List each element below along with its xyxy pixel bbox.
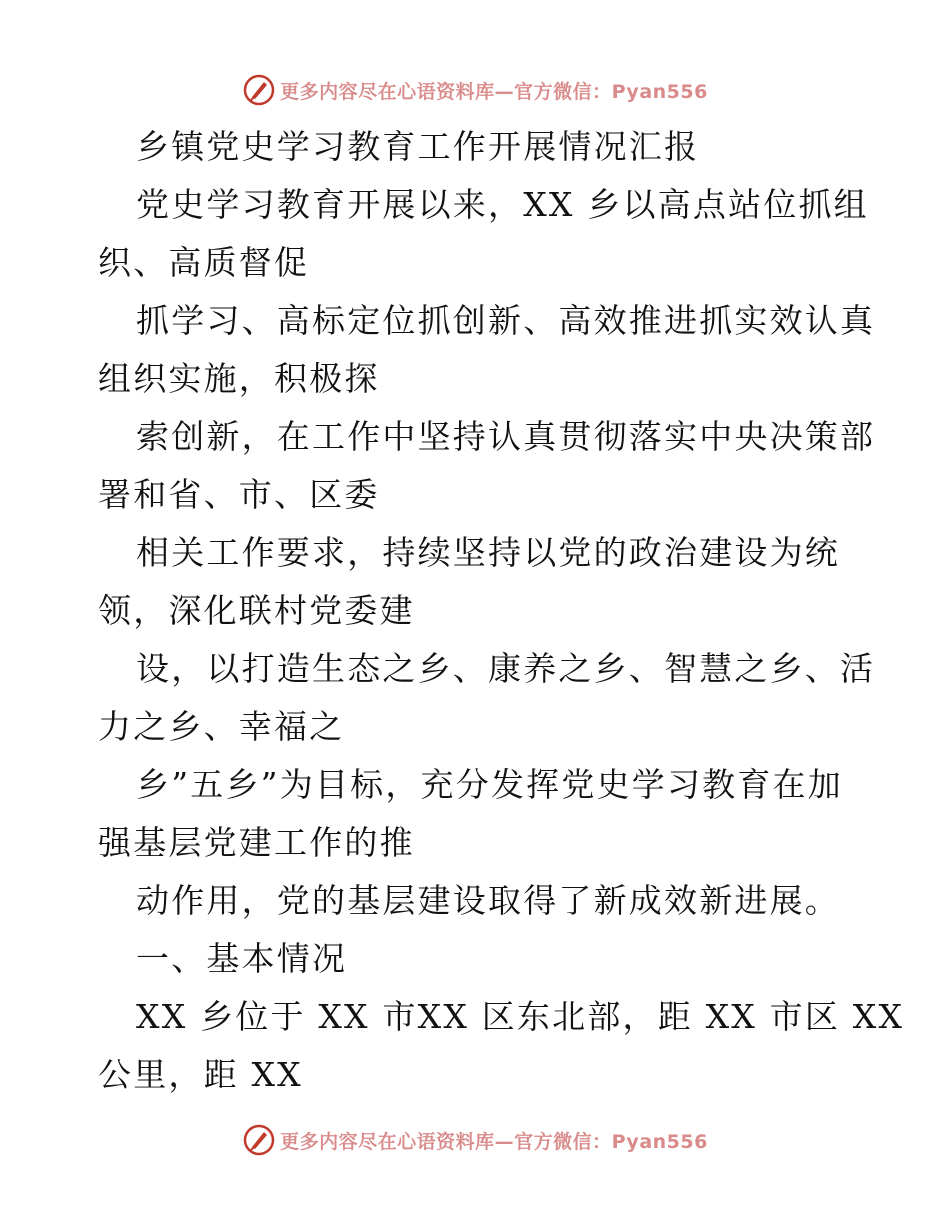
watermark-text: 更多内容尽在心语资料库—官方微信：Pyan556 bbox=[280, 80, 708, 103]
document-line: 力之乡、幸福之 bbox=[98, 707, 345, 746]
footer-watermark-banner bbox=[0, 1120, 950, 1160]
document-line: 署和省、市、区委 bbox=[98, 475, 380, 514]
document-line: 织、高质督促 bbox=[98, 243, 310, 282]
document-line: 乡”五乡”为目标，充分发挥党史学习教育在加 bbox=[136, 765, 843, 804]
header-watermark-banner bbox=[0, 70, 950, 110]
quill-pen-logo-icon bbox=[242, 73, 276, 107]
document-line: 动作用，党的基层建设取得了新成效新进展。 bbox=[136, 881, 840, 920]
document-line: 抓学习、高标定位抓创新、高效推进抓实效认真 bbox=[136, 301, 876, 340]
document-line: 领，深化联村党委建 bbox=[98, 591, 415, 630]
document-line: 索创新，在工作中坚持认真贯彻落实中央决策部 bbox=[136, 417, 876, 456]
document-line: 公里，距 XX bbox=[98, 1055, 303, 1094]
watermark-text: 更多内容尽在心语资料库—官方微信：Pyan556 bbox=[280, 1130, 708, 1153]
document-line: 党史学习教育开展以来，XX 乡以高点站位抓组 bbox=[136, 185, 869, 224]
document-line: XX 乡位于 XX 市XX 区东北部，距 XX 市区 XX bbox=[136, 997, 905, 1036]
document-line: 一、基本情况 bbox=[136, 939, 348, 978]
document-body bbox=[98, 118, 905, 1104]
document-line: 组织实施，积极探 bbox=[98, 359, 380, 398]
quill-pen-logo-icon bbox=[242, 1123, 276, 1157]
document-line: 强基层党建工作的推 bbox=[98, 823, 415, 862]
document-line: 相关工作要求，持续坚持以党的政治建设为统 bbox=[136, 533, 840, 572]
document-line: 乡镇党史学习教育工作开展情况汇报 bbox=[136, 127, 700, 166]
document-line: 设，以打造生态之乡、康养之乡、智慧之乡、活 bbox=[136, 649, 876, 688]
